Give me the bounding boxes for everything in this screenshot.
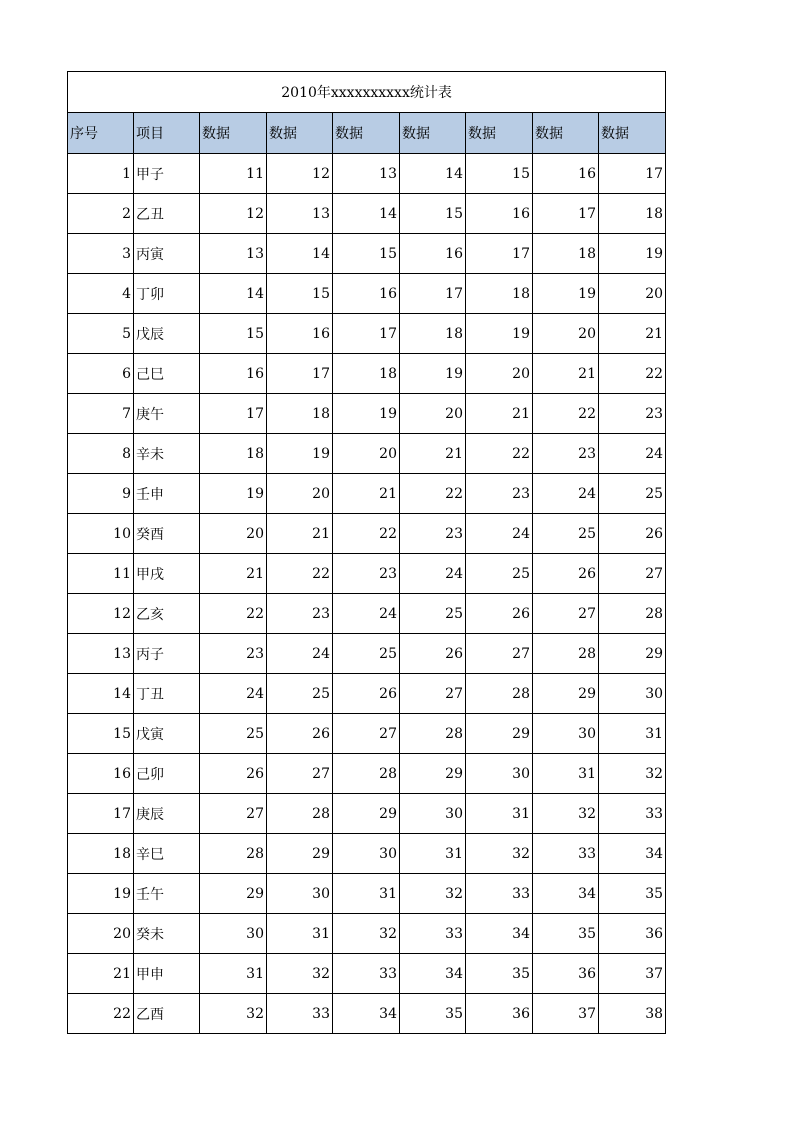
cell-item[interactable]: 癸酉 <box>134 514 200 554</box>
cell-data-value[interactable]: 26 <box>466 594 533 634</box>
cell-data-value[interactable]: 28 <box>200 834 267 874</box>
table-title[interactable]: 2010年xxxxxxxxxx统计表 <box>68 72 666 113</box>
cell-data-value[interactable]: 30 <box>200 914 267 954</box>
table-row <box>68 794 666 834</box>
cell-data-value[interactable]: 32 <box>333 914 400 954</box>
cell-data-value[interactable]: 32 <box>466 834 533 874</box>
statistics-table <box>67 71 666 1034</box>
cell-data-value[interactable]: 29 <box>333 794 400 834</box>
cell-serial-number[interactable]: 6 <box>68 354 134 394</box>
cell-item[interactable]: 己巳 <box>134 354 200 394</box>
cell-data-value[interactable]: 17 <box>333 314 400 354</box>
cell-data-value[interactable]: 35 <box>599 874 666 914</box>
cell-data-value[interactable]: 29 <box>533 674 599 714</box>
cell-data-value[interactable]: 28 <box>466 674 533 714</box>
table-row <box>68 754 666 794</box>
cell-data-value[interactable]: 35 <box>466 954 533 994</box>
cell-data-value[interactable]: 27 <box>466 634 533 674</box>
cell-data-value[interactable]: 20 <box>333 434 400 474</box>
cell-data-value[interactable]: 15 <box>466 154 533 194</box>
cell-data-value[interactable]: 19 <box>200 474 267 514</box>
cell-data-value[interactable]: 13 <box>200 234 267 274</box>
cell-data-value[interactable]: 34 <box>333 994 400 1034</box>
cell-item[interactable]: 戊寅 <box>134 714 200 754</box>
cell-item[interactable]: 庚辰 <box>134 794 200 834</box>
cell-serial-number[interactable]: 2 <box>68 194 134 234</box>
cell-data-value[interactable]: 37 <box>533 994 599 1034</box>
table-row <box>68 394 666 434</box>
table-row <box>68 194 666 234</box>
cell-data-value[interactable]: 20 <box>466 354 533 394</box>
cell-data-value[interactable]: 22 <box>200 594 267 634</box>
cell-data-value[interactable]: 14 <box>333 194 400 234</box>
cell-data-value[interactable]: 33 <box>466 874 533 914</box>
cell-serial-number[interactable]: 20 <box>68 914 134 954</box>
cell-data-value[interactable]: 12 <box>267 154 333 194</box>
cell-data-value[interactable]: 21 <box>200 554 267 594</box>
cell-data-value[interactable]: 32 <box>599 754 666 794</box>
table-row <box>68 714 666 754</box>
cell-item[interactable]: 甲戌 <box>134 554 200 594</box>
cell-data-value[interactable]: 33 <box>599 794 666 834</box>
cell-data-value[interactable]: 27 <box>533 594 599 634</box>
cell-data-value[interactable]: 30 <box>400 794 466 834</box>
cell-data-value[interactable]: 25 <box>200 714 267 754</box>
cell-data-value[interactable]: 32 <box>400 874 466 914</box>
cell-item[interactable]: 乙酉 <box>134 994 200 1034</box>
header-cell-data[interactable]: 数据 <box>200 113 267 154</box>
cell-data-value[interactable]: 18 <box>599 194 666 234</box>
cell-data-value[interactable]: 16 <box>466 194 533 234</box>
cell-serial-number[interactable]: 12 <box>68 594 134 634</box>
cell-data-value[interactable]: 32 <box>533 794 599 834</box>
cell-data-value[interactable]: 17 <box>599 154 666 194</box>
header-cell-data[interactable]: 数据 <box>267 113 333 154</box>
cell-data-value[interactable]: 32 <box>200 994 267 1034</box>
header-cell-item[interactable]: 项目 <box>134 113 200 154</box>
cell-data-value[interactable]: 33 <box>400 914 466 954</box>
cell-data-value[interactable]: 17 <box>400 274 466 314</box>
cell-data-value[interactable]: 17 <box>200 394 267 434</box>
cell-data-value[interactable]: 23 <box>333 554 400 594</box>
cell-data-value[interactable]: 31 <box>400 834 466 874</box>
cell-data-value[interactable]: 26 <box>200 754 267 794</box>
cell-data-value[interactable]: 33 <box>267 994 333 1034</box>
cell-data-value[interactable]: 23 <box>599 394 666 434</box>
table-row <box>68 954 666 994</box>
header-cell-data[interactable]: 数据 <box>466 113 533 154</box>
cell-data-value[interactable]: 18 <box>466 274 533 314</box>
cell-data-value[interactable]: 17 <box>267 354 333 394</box>
cell-data-value[interactable]: 31 <box>200 954 267 994</box>
cell-data-value[interactable]: 34 <box>466 914 533 954</box>
cell-data-value[interactable]: 36 <box>599 914 666 954</box>
cell-data-value[interactable]: 25 <box>533 514 599 554</box>
cell-data-value[interactable]: 34 <box>400 954 466 994</box>
cell-item[interactable]: 辛巳 <box>134 834 200 874</box>
cell-data-value[interactable]: 28 <box>267 794 333 834</box>
cell-data-value[interactable]: 32 <box>267 954 333 994</box>
cell-data-value[interactable]: 25 <box>267 674 333 714</box>
cell-data-value[interactable]: 23 <box>267 594 333 634</box>
cell-data-value[interactable]: 27 <box>599 554 666 594</box>
cell-data-value[interactable]: 25 <box>400 594 466 634</box>
cell-serial-number[interactable]: 11 <box>68 554 134 594</box>
cell-data-value[interactable]: 25 <box>333 634 400 674</box>
cell-data-value[interactable]: 15 <box>200 314 267 354</box>
cell-data-value[interactable]: 24 <box>599 434 666 474</box>
cell-data-value[interactable]: 16 <box>200 354 267 394</box>
table-row <box>68 634 666 674</box>
cell-item[interactable]: 庚午 <box>134 394 200 434</box>
table-row <box>68 274 666 314</box>
cell-data-value[interactable]: 20 <box>400 394 466 434</box>
cell-data-value[interactable]: 21 <box>466 394 533 434</box>
cell-data-value[interactable]: 30 <box>533 714 599 754</box>
cell-data-value[interactable]: 16 <box>400 234 466 274</box>
table-row <box>68 154 666 194</box>
cell-data-value[interactable]: 16 <box>333 274 400 314</box>
cell-data-value[interactable]: 29 <box>466 714 533 754</box>
cell-serial-number[interactable]: 4 <box>68 274 134 314</box>
cell-data-value[interactable]: 13 <box>267 194 333 234</box>
cell-data-value[interactable]: 27 <box>400 674 466 714</box>
table-row <box>68 914 666 954</box>
cell-serial-number[interactable]: 9 <box>68 474 134 514</box>
table-row <box>68 554 666 594</box>
cell-data-value[interactable]: 27 <box>267 754 333 794</box>
cell-data-value[interactable]: 35 <box>533 914 599 954</box>
table-row <box>68 674 666 714</box>
cell-data-value[interactable]: 35 <box>400 994 466 1034</box>
cell-data-value[interactable]: 24 <box>267 634 333 674</box>
header-cell-data[interactable]: 数据 <box>533 113 599 154</box>
cell-data-value[interactable]: 24 <box>466 514 533 554</box>
table-row <box>68 834 666 874</box>
cell-data-value[interactable]: 14 <box>200 274 267 314</box>
cell-item[interactable]: 壬午 <box>134 874 200 914</box>
cell-data-value[interactable]: 18 <box>200 434 267 474</box>
cell-data-value[interactable]: 15 <box>333 234 400 274</box>
cell-data-value[interactable]: 34 <box>599 834 666 874</box>
cell-item[interactable]: 甲子 <box>134 154 200 194</box>
cell-serial-number[interactable]: 13 <box>68 634 134 674</box>
cell-data-value[interactable]: 28 <box>533 634 599 674</box>
cell-data-value[interactable]: 20 <box>267 474 333 514</box>
cell-data-value[interactable]: 19 <box>333 394 400 434</box>
cell-serial-number[interactable]: 1 <box>68 154 134 194</box>
cell-data-value[interactable]: 25 <box>599 474 666 514</box>
cell-data-value[interactable]: 31 <box>267 914 333 954</box>
cell-data-value[interactable]: 24 <box>400 554 466 594</box>
cell-data-value[interactable]: 20 <box>533 314 599 354</box>
cell-item[interactable]: 戊辰 <box>134 314 200 354</box>
cell-data-value[interactable]: 22 <box>466 434 533 474</box>
cell-data-value[interactable]: 31 <box>466 794 533 834</box>
cell-item[interactable]: 丙寅 <box>134 234 200 274</box>
cell-data-value[interactable]: 29 <box>599 634 666 674</box>
cell-data-value[interactable]: 28 <box>333 754 400 794</box>
cell-item[interactable]: 丁卯 <box>134 274 200 314</box>
cell-data-value[interactable]: 18 <box>267 394 333 434</box>
table-row <box>68 314 666 354</box>
cell-serial-number[interactable]: 18 <box>68 834 134 874</box>
cell-serial-number[interactable]: 10 <box>68 514 134 554</box>
cell-data-value[interactable]: 24 <box>333 594 400 634</box>
cell-data-value[interactable]: 22 <box>533 394 599 434</box>
cell-data-value[interactable]: 36 <box>466 994 533 1034</box>
cell-item[interactable]: 甲申 <box>134 954 200 994</box>
cell-data-value[interactable]: 31 <box>599 714 666 754</box>
cell-data-value[interactable]: 28 <box>400 714 466 754</box>
cell-data-value[interactable]: 31 <box>533 754 599 794</box>
cell-serial-number[interactable]: 15 <box>68 714 134 754</box>
cell-serial-number[interactable]: 14 <box>68 674 134 714</box>
cell-data-value[interactable]: 16 <box>267 314 333 354</box>
cell-serial-number[interactable]: 19 <box>68 874 134 914</box>
cell-data-value[interactable]: 26 <box>400 634 466 674</box>
cell-data-value[interactable]: 21 <box>333 474 400 514</box>
cell-data-value[interactable]: 19 <box>267 434 333 474</box>
cell-data-value[interactable]: 23 <box>466 474 533 514</box>
cell-data-value[interactable]: 28 <box>599 594 666 634</box>
cell-data-value[interactable]: 18 <box>533 234 599 274</box>
cell-item[interactable]: 壬申 <box>134 474 200 514</box>
cell-data-value[interactable]: 29 <box>200 874 267 914</box>
cell-data-value[interactable]: 17 <box>533 194 599 234</box>
cell-data-value[interactable]: 30 <box>267 874 333 914</box>
cell-data-value[interactable]: 19 <box>599 234 666 274</box>
cell-serial-number[interactable]: 21 <box>68 954 134 994</box>
cell-data-value[interactable]: 22 <box>599 354 666 394</box>
cell-data-value[interactable]: 22 <box>267 554 333 594</box>
cell-serial-number[interactable]: 17 <box>68 794 134 834</box>
cell-data-value[interactable]: 15 <box>400 194 466 234</box>
cell-serial-number[interactable]: 7 <box>68 394 134 434</box>
cell-data-value[interactable]: 29 <box>267 834 333 874</box>
cell-data-value[interactable]: 31 <box>333 874 400 914</box>
cell-data-value[interactable]: 30 <box>333 834 400 874</box>
cell-serial-number[interactable]: 3 <box>68 234 134 274</box>
table-row <box>68 594 666 634</box>
header-cell-no[interactable]: 序号 <box>68 113 134 154</box>
cell-data-value[interactable]: 30 <box>599 674 666 714</box>
cell-data-value[interactable]: 23 <box>200 634 267 674</box>
cell-data-value[interactable]: 22 <box>333 514 400 554</box>
cell-serial-number[interactable]: 22 <box>68 994 134 1034</box>
cell-serial-number[interactable]: 16 <box>68 754 134 794</box>
table-row <box>68 434 666 474</box>
cell-data-value[interactable]: 20 <box>599 274 666 314</box>
cell-data-value[interactable]: 16 <box>533 154 599 194</box>
table-row <box>68 354 666 394</box>
cell-data-value[interactable]: 14 <box>400 154 466 194</box>
table-row <box>68 874 666 914</box>
cell-data-value[interactable]: 22 <box>400 474 466 514</box>
cell-data-value[interactable]: 25 <box>466 554 533 594</box>
cell-data-value[interactable]: 21 <box>400 434 466 474</box>
table-row <box>68 234 666 274</box>
cell-item[interactable]: 乙丑 <box>134 194 200 234</box>
cell-data-value[interactable]: 27 <box>333 714 400 754</box>
cell-item[interactable]: 辛未 <box>134 434 200 474</box>
cell-data-value[interactable]: 21 <box>267 514 333 554</box>
cell-data-value[interactable]: 24 <box>533 474 599 514</box>
cell-data-value[interactable]: 26 <box>533 554 599 594</box>
cell-item[interactable]: 己卯 <box>134 754 200 794</box>
cell-data-value[interactable]: 12 <box>200 194 267 234</box>
cell-item[interactable]: 乙亥 <box>134 594 200 634</box>
cell-data-value[interactable]: 26 <box>333 674 400 714</box>
cell-data-value[interactable]: 18 <box>333 354 400 394</box>
cell-data-value[interactable]: 20 <box>200 514 267 554</box>
cell-data-value[interactable]: 38 <box>599 994 666 1034</box>
cell-serial-number[interactable]: 8 <box>68 434 134 474</box>
cell-data-value[interactable]: 23 <box>533 434 599 474</box>
cell-data-value[interactable]: 33 <box>533 834 599 874</box>
cell-data-value[interactable]: 15 <box>267 274 333 314</box>
spreadsheet-page <box>67 71 665 1034</box>
cell-data-value[interactable]: 19 <box>400 354 466 394</box>
cell-data-value[interactable]: 21 <box>533 354 599 394</box>
cell-data-value[interactable]: 37 <box>599 954 666 994</box>
cell-data-value[interactable]: 13 <box>333 154 400 194</box>
cell-data-value[interactable]: 24 <box>200 674 267 714</box>
cell-data-value[interactable]: 23 <box>400 514 466 554</box>
cell-data-value[interactable]: 30 <box>466 754 533 794</box>
table-row <box>68 474 666 514</box>
cell-data-value[interactable]: 34 <box>533 874 599 914</box>
table-row <box>68 514 666 554</box>
cell-data-value[interactable]: 29 <box>400 754 466 794</box>
cell-data-value[interactable]: 17 <box>466 234 533 274</box>
cell-data-value[interactable]: 33 <box>333 954 400 994</box>
cell-data-value[interactable]: 27 <box>200 794 267 834</box>
header-cell-data[interactable]: 数据 <box>400 113 466 154</box>
cell-data-value[interactable]: 14 <box>267 234 333 274</box>
cell-item[interactable]: 癸未 <box>134 914 200 954</box>
header-row <box>68 113 666 154</box>
cell-item[interactable]: 丁丑 <box>134 674 200 714</box>
cell-data-value[interactable]: 11 <box>200 154 267 194</box>
cell-data-value[interactable]: 26 <box>267 714 333 754</box>
cell-serial-number[interactable]: 5 <box>68 314 134 354</box>
cell-data-value[interactable]: 21 <box>599 314 666 354</box>
cell-data-value[interactable]: 18 <box>400 314 466 354</box>
header-cell-data[interactable]: 数据 <box>599 113 666 154</box>
header-cell-data[interactable]: 数据 <box>333 113 400 154</box>
cell-data-value[interactable]: 19 <box>533 274 599 314</box>
title-row <box>68 72 666 113</box>
cell-data-value[interactable]: 26 <box>599 514 666 554</box>
cell-data-value[interactable]: 19 <box>466 314 533 354</box>
cell-data-value[interactable]: 36 <box>533 954 599 994</box>
cell-item[interactable]: 丙子 <box>134 634 200 674</box>
table-row <box>68 994 666 1034</box>
